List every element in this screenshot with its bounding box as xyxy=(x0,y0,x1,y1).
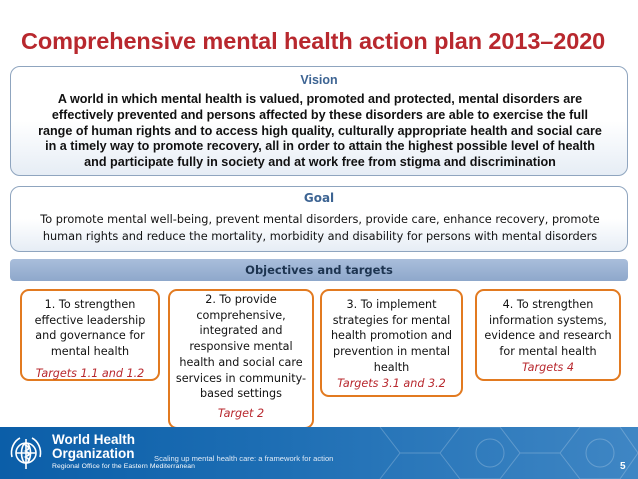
objective-line: 4. To strengthen xyxy=(502,298,594,311)
objective-line: mental health xyxy=(50,345,130,359)
objective-text xyxy=(26,297,154,360)
goal-statement xyxy=(19,211,621,245)
goal-heading: Goal xyxy=(303,191,335,205)
who-logo-text xyxy=(52,433,135,461)
who-name-line: Organization xyxy=(52,446,135,461)
objective-line: based settings xyxy=(200,387,282,401)
objective-line: comprehensive, xyxy=(196,308,286,322)
objectives-heading-bar: Objectives and targets xyxy=(10,259,628,281)
objective-text xyxy=(480,297,616,360)
footer-caption: Scaling up mental health care: a framework for action xyxy=(154,454,334,463)
objective-card-2 xyxy=(168,289,314,429)
objective-line: health and social care xyxy=(179,355,303,369)
objective-line: 2. To provide xyxy=(205,293,277,306)
objective-text xyxy=(172,292,310,402)
vision-heading: Vision xyxy=(300,73,338,87)
goal-line: To promote mental well-being, prevent mental disorders, provide care, enhance recovery, promote xyxy=(40,213,600,226)
objective-line: information systems, xyxy=(489,313,607,327)
vision-line: and participate fully in society and at work free from stigma and discrimination xyxy=(84,155,556,170)
objective-line: services in community- xyxy=(175,371,307,385)
objective-card-4 xyxy=(475,289,621,381)
vision-line: in a timely way to promote recovery, all in order to attain the highest possible level of health xyxy=(45,139,595,154)
vision-line: range of human rights and to access high quality, culturally appropriate health and social care xyxy=(38,123,602,138)
objective-targets: Targets 3.1 and 3.2 xyxy=(337,376,446,390)
objective-line: 1. To strengthen xyxy=(44,298,136,311)
objective-line: and governance for xyxy=(35,329,145,343)
page-number: 5 xyxy=(620,461,626,472)
objective-line: for mental health xyxy=(499,345,597,359)
objective-line: effective leadership xyxy=(34,313,146,327)
goal-panel xyxy=(10,186,628,252)
objective-line: responsive mental xyxy=(189,340,293,354)
objective-text xyxy=(325,297,458,376)
objective-targets: Targets 4 xyxy=(522,360,574,374)
objective-card-3 xyxy=(320,289,463,397)
objective-targets: Targets 1.1 and 1.2 xyxy=(35,366,145,380)
objective-line: integrated and xyxy=(199,324,283,338)
objective-line: prevention in mental xyxy=(333,345,450,359)
who-emblem-icon xyxy=(6,433,46,473)
who-name-line: World Health xyxy=(52,432,136,447)
who-region-label: Regional Office for the Eastern Mediterranean xyxy=(52,463,196,470)
objective-line: health xyxy=(373,360,410,374)
vision-statement xyxy=(17,92,623,171)
goal-line: human rights and reduce the mortality, morbidity and disability for persons with mental disorders xyxy=(42,230,598,243)
objective-line: 3. To implement xyxy=(346,298,437,311)
objective-targets: Target 2 xyxy=(217,406,265,420)
objective-line: strategies for mental xyxy=(332,313,451,327)
objective-card-1 xyxy=(20,289,160,381)
vision-panel xyxy=(10,66,628,176)
slide-footer xyxy=(0,427,638,479)
objective-line: health promotion and xyxy=(330,329,453,343)
vision-line: effectively prevented and persons affected by these disorders are able to exercise the full xyxy=(51,107,589,122)
objective-line: evidence and research xyxy=(484,329,612,343)
vision-line: A world in which mental health is valued, promoted and protected, mental disorders are xyxy=(57,92,583,106)
slide-title: Comprehensive mental health action plan 2013–2020 xyxy=(21,28,606,54)
